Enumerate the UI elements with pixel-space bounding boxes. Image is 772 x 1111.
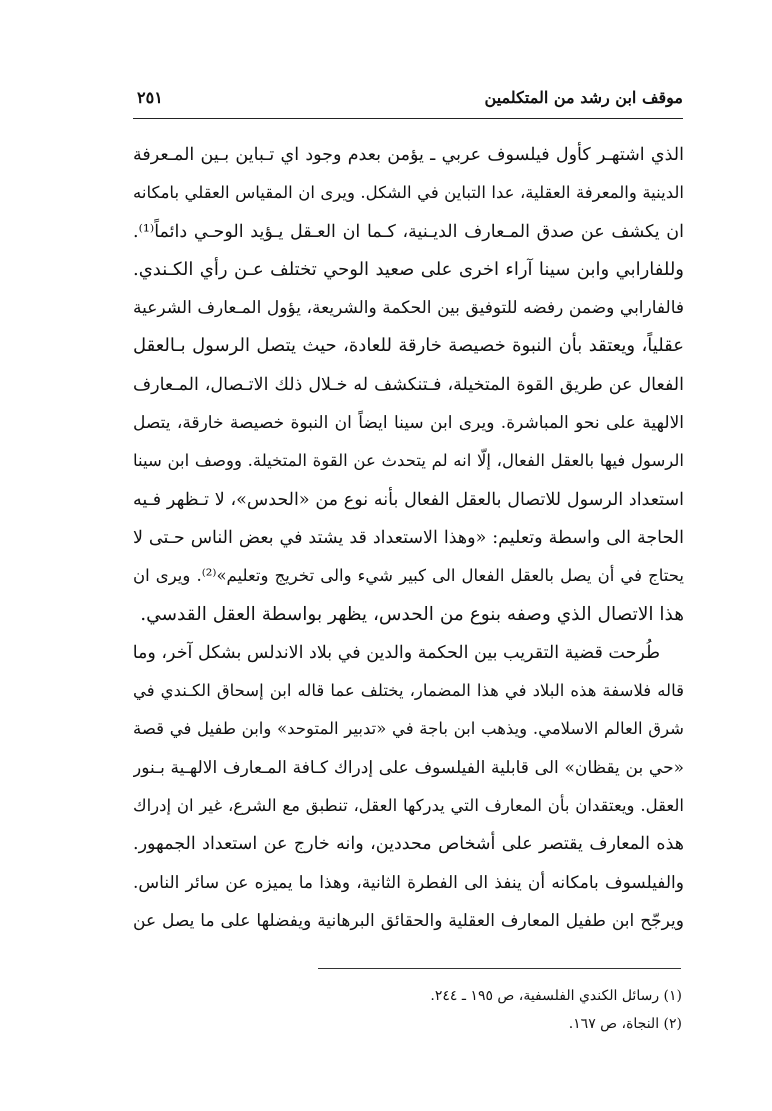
text-line: الالهية على نحو المباشرة. ويرى ابن سينا ايضاً ان النبوة خصيصة خارقة، يتصل [133,413,684,434]
text-line: استعداد الرسول للاتصال بالعقل الفعال بأنه نوع من «الحدس»، لا تـظهر فـيه [133,489,684,510]
text-line: شرق العالم الاسلامي. ويذهب ابن باجة في «تدبير المتوحد» وابن طفيل في قصة [133,719,684,739]
text-line: ويرجّح ابن طفيل المعارف العقلية والحقائق البرهانية ويفضلها على ما يصل عن [133,910,684,931]
text-line: يحتاج في أن يصل بالعقل الفعال الى كبير شيء والى تخريج وتعليم»⁽²⁾. ويرى ان [133,566,684,586]
text-line: «حي بن يقظان» الى قابلية الفيلسوف على إدراك كـافة المـعارف الالهـية بـنور [133,757,684,778]
page-header [133,86,683,116]
text-line: العقل. ويعتقدان بأن المعارف التي يدركها العقل، تنطبق مع الشرع، غير ان إدراك [133,796,684,816]
text-line: الحاجة الى واسطة وتعليم: «وهذا الاستعداد قد يشتد في بعض الناس حـتى لا [133,527,684,548]
text-line: عقلياً، ويعتقد بأن النبوة خصيصة خارقة للعادة، حيث يتصل الرسول بـالعقل [133,335,684,357]
text-line: الذي اشتهـر كأول فيلسوف عربي ـ يؤمن بعدم وجود اي تـباين بـين المـعرفة [133,145,684,165]
text-line: فالفارابي وضمن رفضه للتوفيق بين الحكمة والشريعة، يؤول المـعارف الشرعية [133,298,684,319]
text-line: الفعال عن طريق القوة المتخيلة، فـتنكشف له خـلال ذلك الاتـصال، المـعارف [133,374,684,395]
text-line: والفيلسوف بامكانه أن ينفذ الى الفطرة الثانية، وهذا ما يميزه عن سائر الناس. [133,872,684,893]
text-line: ان يكشف عن صدق المـعارف الديـنية، كـما ان العـقل يـؤيد الوحـي دائماً⁽¹⁾. [133,221,684,242]
footnote-2: (٢) النجاة، ص ١٦٧. [568,1016,682,1032]
text-line: قاله فلاسفة هذه البلاد في هذا المضمار، يختلف عما قاله ابن إسحاق الكـندي في [133,681,684,701]
running-title: موقف ابن رشد من المتكلمين [484,88,683,107]
text-line: هذا الاتصال الذي وصفه بنوع من الحدس، يظهر بواسطة العقل القدسي. [140,603,684,625]
text-line: طُرحت قضية التقريب بين الحكمة والدين في بلاد الاندلس بشكل آخر، وما [133,642,660,663]
footnote-rule [318,968,681,969]
text-line: هذه المعارف يقتصر على أشخاص محددين، وانه خارج عن استعداد الجمهور. [133,834,684,855]
text-line: الرسول فيها بالعقل الفعال، إلّا انه لم يتحدث عن القوة المتخيلة. ووصف ابن سينا [133,451,684,471]
body-text [133,136,684,940]
text-line: وللفارابي وابن سينا آراء اخرى على صعيد الوحي تختلف عـن رأي الكـندي. [133,258,684,280]
header-rule [133,118,683,119]
footnotes [318,982,682,1038]
footnote-1: (١) رسائل الكندي الفلسفية، ص ١٩٥ ـ ٢٤٤. [430,988,682,1004]
text-line: الدينية والمعرفة العقلية، عدا التباين في الشكل. ويرى ان المقياس العقلي بامكانه [133,183,684,203]
page-number: ٢٥١ [137,88,163,107]
